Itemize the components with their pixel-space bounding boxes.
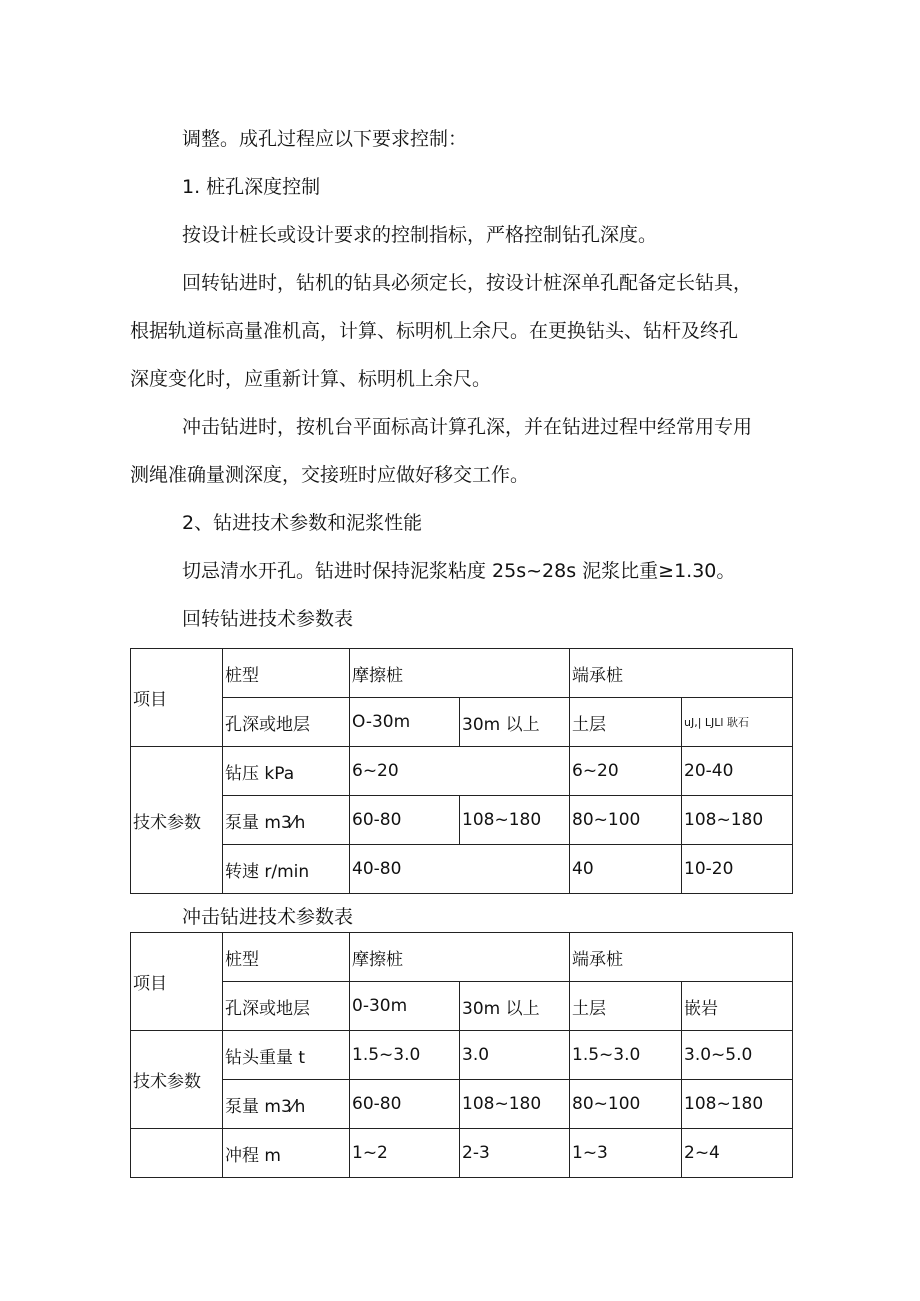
table-cell: 20-40 (682, 747, 793, 796)
table-cell: 钻压 kPa (223, 747, 350, 796)
table-cell: 108~180 (682, 1080, 793, 1129)
paragraph: 根据轨道标高量准机高，计算、标明机上余尺。在更换钻头、钻杆及终孔 (130, 320, 739, 342)
table-cell: 1~2 (350, 1129, 460, 1178)
table-cell: 摩擦桩 (350, 649, 570, 698)
table-caption: 冲击钻进技术参数表 (182, 906, 354, 928)
table-row (131, 982, 793, 1031)
table-cell: 60-80 (350, 1080, 460, 1129)
table-cell: 2~4 (682, 1129, 793, 1178)
table-row (131, 1129, 793, 1178)
table-cell: 土层 (570, 982, 682, 1031)
table-cell: 泵量 m3⁄h (223, 1080, 350, 1129)
table-cell: 技术参数 (131, 747, 223, 894)
table-cell: 1.5~3.0 (570, 1031, 682, 1080)
table-row (131, 747, 793, 796)
table-cell: 3.0~5.0 (682, 1031, 793, 1080)
table-cell: 2-3 (460, 1129, 570, 1178)
table-cell: 土层 (570, 698, 682, 747)
table-cell: 0-30m (350, 982, 460, 1031)
table-cell: 项目 (131, 933, 223, 1031)
table-cell: 1.5~3.0 (350, 1031, 460, 1080)
table-cell: O-30m (350, 698, 460, 747)
rotary-drilling-table (130, 648, 793, 894)
paragraph: 按设计桩长或设计要求的控制指标，严格控制钻孔深度。 (182, 224, 658, 246)
section-heading: 2、钻进技术参数和泥浆性能 (182, 512, 423, 534)
paragraph: 调整。成孔过程应以下要求控制： (182, 128, 468, 150)
table-cell: 108~180 (460, 796, 570, 845)
table-cell: 3.0 (460, 1031, 570, 1080)
table-cell: 泵量 m3⁄h (223, 796, 350, 845)
table-row (131, 649, 793, 698)
table-cell: 6~20 (350, 747, 570, 796)
table-cell: 30m 以上 (460, 982, 570, 1031)
table-cell: 60-80 (350, 796, 460, 845)
table-cell: 钻头重量 t (223, 1031, 350, 1080)
table-row (131, 1031, 793, 1080)
table-cell (131, 1129, 223, 1178)
table-cell: 40 (570, 845, 682, 894)
table-cell: 108~180 (682, 796, 793, 845)
table-cell: 嵌岩 (682, 982, 793, 1031)
paragraph: 冲击钻进时，按机台平面标高计算孔深，并在钻进过程中经常用专用 (182, 416, 753, 438)
table-cell: 端承桩 (570, 933, 793, 982)
table-cell: 40-80 (350, 845, 570, 894)
table-row (131, 1080, 793, 1129)
table-cell: 项目 (131, 649, 223, 747)
table-cell: 1~3 (570, 1129, 682, 1178)
section-heading: 1. 桩孔深度控制 (182, 176, 321, 198)
table-cell: 80~100 (570, 796, 682, 845)
table-cell: 技术参数 (131, 1031, 223, 1129)
table-row (131, 933, 793, 982)
table-cell: 转速 r/min (223, 845, 350, 894)
table-cell: 孔深或地层 (223, 698, 350, 747)
table-cell: 80~100 (570, 1080, 682, 1129)
table-cell: 桩型 (223, 933, 350, 982)
paragraph: 切忌清水开孔。钻进时保持泥浆粘度 25s~28s 泥浆比重≥1.30。 (182, 560, 736, 582)
table-cell: 桩型 (223, 649, 350, 698)
table-cell: 10-20 (682, 845, 793, 894)
table-caption: 回转钻进技术参数表 (182, 608, 354, 630)
table-cell: 端承桩 (570, 649, 793, 698)
table-cell: 108~180 (460, 1080, 570, 1129)
table-cell: uJ,| LJLl 耿石 (682, 698, 793, 747)
table-cell: 6~20 (570, 747, 682, 796)
table-cell: 摩擦桩 (350, 933, 570, 982)
percussion-drilling-table (130, 932, 793, 1178)
paragraph: 回转钻进时，钻机的钻具必须定长，按设计桩深单孔配备定长钻具， (182, 272, 753, 294)
table-cell: 孔深或地层 (223, 982, 350, 1031)
table-cell: 30m 以上 (460, 698, 570, 747)
paragraph: 深度变化时，应重新计算、标明机上余尺。 (130, 368, 492, 390)
table-row (131, 698, 793, 747)
table-cell: 冲程 m (223, 1129, 350, 1178)
table-row (131, 845, 793, 894)
paragraph: 测绳准确量测深度，交接班时应做好移交工作。 (130, 464, 530, 486)
table-row (131, 796, 793, 845)
